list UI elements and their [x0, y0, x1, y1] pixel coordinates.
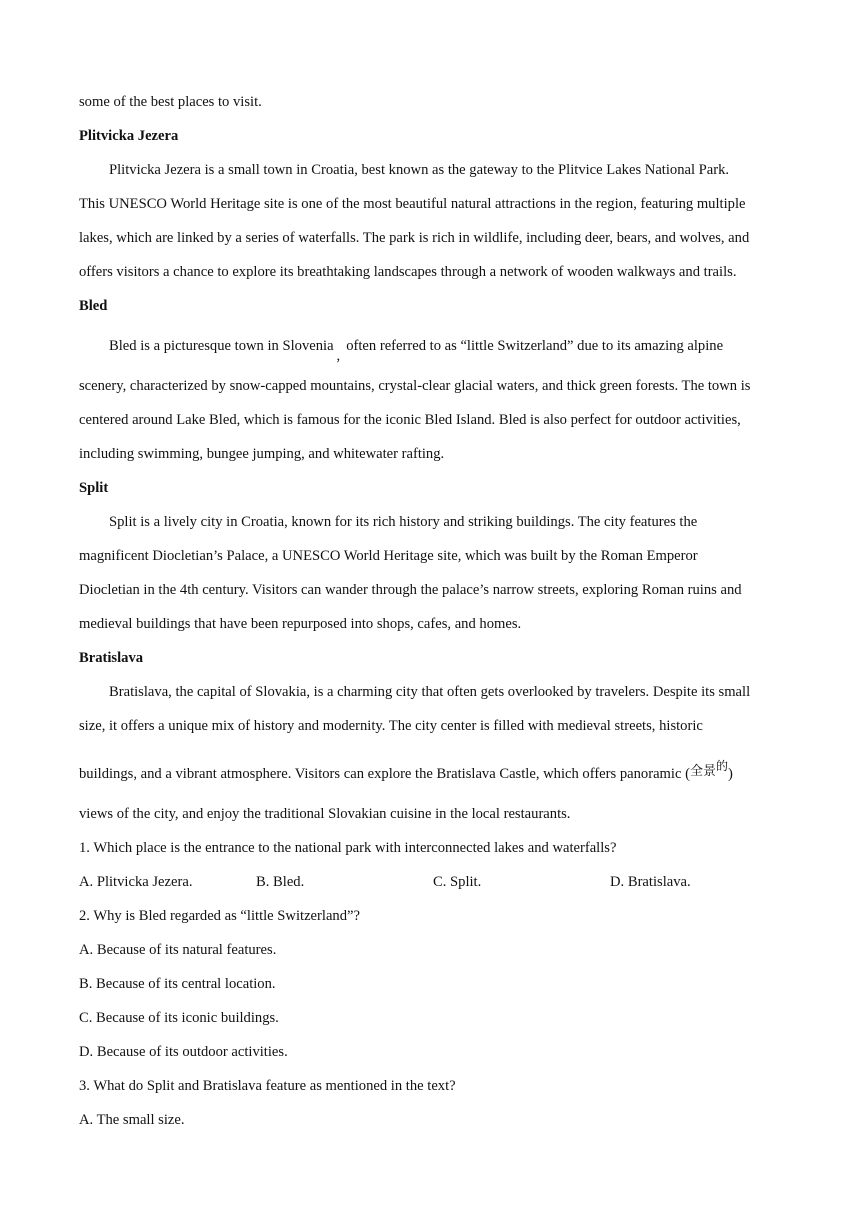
- paragraph-line: offers visitors a chance to explore its breathtaking landscapes through a network of wooden walkways and trails.: [79, 264, 737, 280]
- gloss-line-text: buildings, and a vibrant atmosphere. Visitors can explore the Bratislava Castle, which offers panoramic (: [79, 766, 690, 782]
- bled-line-part2: often referred to as “little Switzerland” due to its amazing alpine: [346, 338, 724, 354]
- option-a: A. Because of its natural features.: [79, 942, 277, 958]
- document-content: [79, 85, 789, 1137]
- paragraph-line: scenery, characterized by snow-capped mountains, crystal-clear glacial waters, and thick green forests. The town is: [79, 378, 751, 394]
- option-a: A. Plitvicka Jezera.: [79, 874, 193, 890]
- option-d: D. Because of its outdoor activities.: [79, 1044, 288, 1060]
- paragraph-line: centered around Lake Bled, which is famous for the iconic Bled Island. Bled is also perfect for outdoor activities,: [79, 412, 741, 428]
- paragraph-line: Diocletian in the 4th century. Visitors can wander through the palace’s narrow streets, exploring Roman ruins and: [79, 582, 742, 598]
- paragraph-line: lakes, which are linked by a series of waterfalls. The park is rich in wildlife, including deer, bears, and wolves, and: [79, 230, 750, 246]
- question-options-1: [79, 865, 789, 899]
- paragraph-line: views of the city, and enjoy the traditional Slovakian cuisine in the local restaurants.: [79, 806, 571, 822]
- intro-fragment: some of the best places to visit.: [79, 94, 262, 110]
- section-heading-split: Split: [79, 480, 109, 496]
- option-c: C. Because of its iconic buildings.: [79, 1010, 279, 1026]
- paragraph-line: Split is a lively city in Croatia, known for its rich history and striking buildings. The city features the: [109, 514, 698, 530]
- paragraph-line: [79, 323, 789, 369]
- paragraph-line: size, it offers a unique mix of history and modernity. The city center is filled with medieval streets, historic: [79, 718, 703, 734]
- paragraph-line: including swimming, bungee jumping, and whitewater rafting.: [79, 446, 445, 462]
- question-stem-2: 2. Why is Bled regarded as “little Switzerland”?: [79, 908, 360, 924]
- option-b: B. Because of its central location.: [79, 976, 276, 992]
- bled-line-comma: ,: [336, 348, 341, 364]
- gloss-chinese: 全景: [689, 763, 716, 778]
- bled-line-part1: Bled is a picturesque town in Slovenia: [109, 338, 334, 354]
- section-heading-bled: Bled: [79, 298, 108, 314]
- question-stem-1: 1. Which place is the entrance to the national park with interconnected lakes and waterfalls?: [79, 840, 617, 856]
- paragraph-line: medieval buildings that have been repurposed into shops, cafes, and homes.: [79, 616, 522, 632]
- gloss-close-paren: ): [727, 766, 733, 782]
- option-d: D. Bratislava.: [610, 874, 691, 890]
- paragraph-line: This UNESCO World Heritage site is one of the most beautiful natural attractions in the region, featuring multiple: [79, 196, 746, 212]
- section-heading-plitvicka: Plitvicka Jezera: [79, 128, 179, 144]
- option-a: A. The small size.: [79, 1112, 185, 1128]
- paragraph-line-gloss: [79, 743, 789, 797]
- paragraph-line: Plitvicka Jezera is a small town in Croatia, best known as the gateway to the Plitvice Lakes National Park.: [109, 162, 730, 178]
- option-c: C. Split.: [433, 874, 482, 890]
- option-b: B. Bled.: [256, 874, 305, 890]
- paragraph-line: magnificent Diocletian’s Palace, a UNESCO World Heritage site, which was built by the Roman Emperor: [79, 548, 698, 564]
- question-stem-3: 3. What do Split and Bratislava feature as mentioned in the text?: [79, 1078, 456, 1094]
- gloss-chinese-superscript: 的: [715, 759, 728, 773]
- section-heading-bratislava: Bratislava: [79, 650, 144, 666]
- paragraph-line: Bratislava, the capital of Slovakia, is a charming city that often gets overlooked by travelers. Despite its small: [109, 684, 751, 700]
